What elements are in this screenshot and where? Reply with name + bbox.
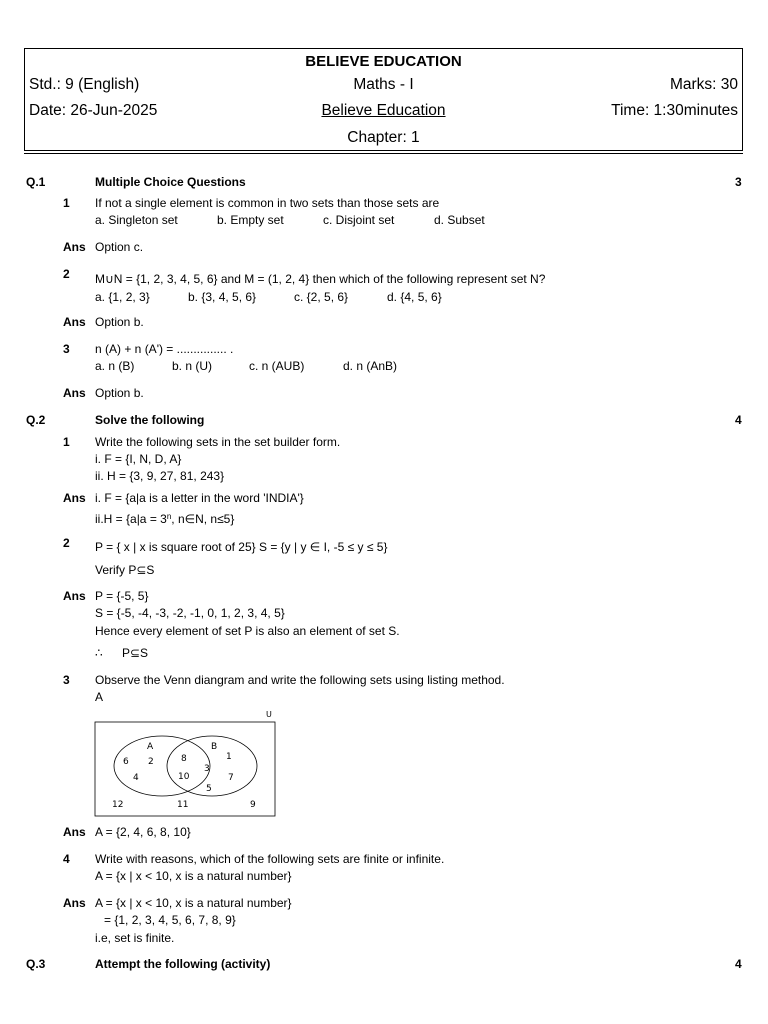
q1-sub1-ans-label: Ans: [63, 240, 86, 254]
header-divider: [24, 153, 743, 154]
element-4: 4: [133, 773, 139, 783]
subject: Maths - I: [353, 76, 414, 93]
q2-sub2-ans-line2: S = {-5, -4, -3, -2, -1, 0, 1, 2, 3, 4, 5}: [95, 606, 285, 620]
header-row-3: [29, 129, 738, 149]
q2-sub2-ans-line4: P⊆S: [122, 646, 149, 660]
therefore-symbol: ∴: [95, 646, 103, 660]
option-d: d. n (AnB): [343, 359, 398, 373]
q2-sub3-text2: A: [95, 690, 104, 704]
q2-sub1-text: Write the following sets in the set builder form.: [95, 435, 341, 449]
q2-sub2-text2: Verify P⊆S: [95, 563, 155, 577]
option-c: c. {2, 5, 6}: [294, 290, 349, 304]
chapter: Chapter: 1: [347, 129, 420, 146]
q1-title: Multiple Choice Questions: [95, 175, 246, 189]
element-3: 3: [204, 764, 210, 774]
total-marks: Marks: 30: [669, 76, 738, 93]
option-a: a. {1, 2, 3}: [95, 290, 150, 304]
paper-header: [24, 48, 743, 151]
q3-title: Attempt the following (activity): [95, 957, 271, 971]
option-d: d. Subset: [434, 213, 485, 227]
venn-diagram: [92, 708, 282, 820]
q3-marks: 4: [735, 957, 742, 971]
universe-label: U: [266, 710, 272, 719]
q1-sub3-options: [95, 359, 397, 373]
q2-sub4-ans-line1: A = {x | x < 10, x is a natural number}: [95, 896, 292, 910]
q2-sub3-answer: A = {2, 4, 6, 8, 10}: [95, 825, 191, 839]
option-d: d. {4, 5, 6}: [387, 290, 442, 304]
element-12: 12: [112, 800, 124, 810]
q2-sub1-ans-label: Ans: [63, 491, 86, 505]
option-b: b. Empty set: [217, 213, 284, 227]
option-c: c. n (AUB): [249, 359, 305, 373]
institute-name: Believe Education: [321, 102, 446, 119]
q1-sub2-number: 2: [63, 267, 70, 281]
q2-sub4-text2: A = {x | x < 10, x is a natural number}: [95, 869, 292, 883]
q1-number: Q.1: [26, 175, 46, 189]
q1-sub2-answer: Option b.: [95, 315, 144, 329]
element-7: 7: [228, 773, 234, 783]
element-10: 10: [178, 772, 190, 782]
exam-time: Time: 1:30minutes: [611, 102, 738, 119]
header-row-2: [29, 102, 738, 122]
q2-title: Solve the following: [95, 413, 205, 427]
q1-sub1-options: [95, 213, 485, 227]
school-title: BELIEVE EDUCATION: [305, 53, 462, 70]
q1-sub2-text: M∪N = {1, 2, 3, 4, 5, 6} and M = (1, 2, 4} then which of the following represent set N?: [95, 272, 546, 286]
q2-sub4-ans-label: Ans: [63, 896, 86, 910]
q2-sub3-ans-label: Ans: [63, 825, 86, 839]
element-1: 1: [226, 752, 232, 762]
element-2: 2: [148, 757, 154, 767]
option-a: a. n (B): [95, 359, 135, 373]
q1-sub1-answer: Option c.: [95, 240, 144, 254]
q2-sub2-ans-line1: P = {-5, 5}: [95, 589, 149, 603]
q1-sub1-number: 1: [63, 196, 70, 210]
q2-sub2-ans-line3: Hence every element of set P is also an element of set S.: [95, 624, 400, 638]
q2-sub3-number: 3: [63, 673, 70, 687]
q2-sub1-item-ii: ii. H = {3, 9, 27, 81, 243}: [95, 469, 225, 483]
element-8: 8: [181, 754, 187, 764]
q2-sub2-ans-label: Ans: [63, 589, 86, 603]
q2-marks: 4: [735, 413, 742, 427]
option-c: c. Disjoint set: [323, 213, 395, 227]
q2-number: Q.2: [26, 413, 46, 427]
q2-sub4-ans-line3: i.e, set is finite.: [95, 931, 175, 945]
element-5: 5: [206, 784, 212, 794]
q2-sub4-text: Write with reasons, which of the following sets are finite or infinite.: [95, 852, 445, 866]
option-b: b. {3, 4, 5, 6}: [188, 290, 257, 304]
set-b-label: B: [211, 742, 218, 752]
q1-sub2-ans-label: Ans: [63, 315, 86, 329]
q1-sub1-text: If not a single element is common in two sets than those sets are: [95, 196, 440, 210]
q2-sub1-number: 1: [63, 435, 70, 449]
q1-sub3-answer: Option b.: [95, 386, 144, 400]
q1-sub3-number: 3: [63, 342, 70, 356]
header-row-1: [29, 76, 738, 96]
q3-number: Q.3: [26, 957, 46, 971]
element-6: 6: [123, 757, 129, 767]
q1-sub3-text: n (A) + n (A') = ............... .: [95, 342, 234, 356]
element-11: 11: [177, 800, 189, 810]
q1-sub2-options: [95, 290, 442, 304]
q2-sub1-answer-ii: $ii.H = \{a|a = 3^n$, n∈N, n≤5}: [95, 512, 235, 526]
set-a-label: A: [147, 742, 154, 752]
q2-sub1-item-i: i. F = {I, N, D, A}: [95, 452, 182, 466]
q2-sub3-text: Observe the Venn diangram and write the following sets using listing method.: [95, 673, 505, 687]
q1-marks: 3: [735, 175, 742, 189]
exam-date: Date: 26-Jun-2025: [29, 102, 158, 119]
q1-sub3-ans-label: Ans: [63, 386, 86, 400]
standard: Std.: 9 (English): [29, 76, 140, 93]
q2-sub2-text: P = { x | x is square root of 25} S = {y | y ∈ I, -5 ≤ y ≤ 5}: [95, 540, 388, 554]
q2-sub4-ans-line2: = {1, 2, 3, 4, 5, 6, 7, 8, 9}: [104, 913, 236, 927]
option-b: b. n (U): [172, 359, 213, 373]
option-a: a. Singleton set: [95, 213, 178, 227]
q2-sub4-number: 4: [63, 852, 70, 866]
q2-sub1-answer-i: i. F = {a|a is a letter in the word 'INDIA'}: [95, 491, 304, 505]
element-9: 9: [250, 800, 256, 810]
q2-sub2-number: 2: [63, 536, 70, 550]
